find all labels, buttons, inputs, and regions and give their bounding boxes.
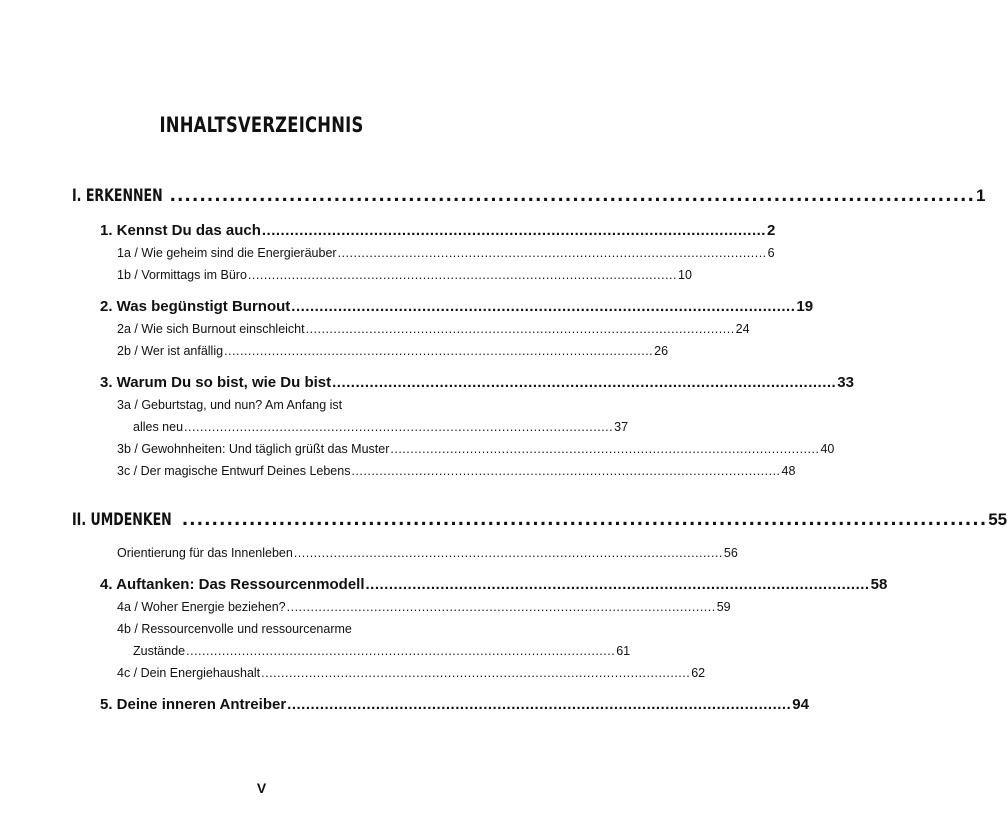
- dot-leader: ............................................................................................................: [247, 268, 677, 282]
- dot-leader: ............................................................................................................: [224, 344, 654, 358]
- toc-entry-page: 58: [870, 576, 888, 593]
- toc-section-1b: [117, 268, 692, 282]
- toc-entry-title: Zustände: [133, 644, 186, 658]
- toc-chapter-1: [100, 222, 776, 239]
- toc-chapter-5: [100, 696, 809, 713]
- toc-chapter-4: [100, 576, 888, 593]
- toc-entry-page: 55: [988, 510, 1007, 529]
- toc-entry-page: 56: [723, 546, 738, 560]
- toc-entry-title: 4c / Dein Energiehaushalt: [117, 666, 261, 680]
- dot-leader: ............................................................................................................: [293, 546, 723, 560]
- toc-entry-title: 2. Was begünstigt Burnout: [100, 298, 291, 315]
- dot-leader: ............................................................................................................: [261, 222, 766, 239]
- toc-section-4a: [117, 600, 731, 614]
- toc-section-4b: [133, 644, 631, 658]
- toc-section-4c: [117, 666, 706, 680]
- toc-entry-title: 3. Warum Du so bist, wie Du bist: [100, 374, 332, 391]
- toc-entry-title: 5. Deine inneren Antreiber: [100, 696, 287, 713]
- toc-section-3b: [117, 442, 835, 456]
- toc-entry-page: 24: [735, 322, 750, 336]
- toc-entry-title: 4. Auftanken: Das Ressourcenmodell: [100, 576, 365, 593]
- dot-leader: ............................................................................................................: [291, 298, 796, 315]
- dot-leader: ............................................................................................................: [181, 510, 988, 530]
- toc-entry-title: alles neu: [133, 420, 184, 434]
- toc-entry-title: 4a / Woher Energie beziehen?: [117, 600, 286, 614]
- toc-entry-page: 48: [781, 464, 796, 478]
- toc-entry-page: 10: [678, 268, 692, 282]
- toc-chapter-2: [100, 298, 814, 315]
- toc-entry-title: 3c / Der magische Entwurf Deines Lebens: [117, 464, 351, 478]
- dot-leader: ............................................................................................................: [390, 442, 820, 456]
- toc-entry-page: 6: [767, 246, 775, 260]
- toc-section-3a-line1: 3a / Geburtstag, und nun? Am Anfang ist: [117, 398, 343, 412]
- toc-entry-title: 2b / Wer ist anfällig: [117, 344, 224, 358]
- dot-leader: ............................................................................................................: [305, 322, 735, 336]
- dot-leader: ............................................................................................................: [169, 186, 975, 206]
- toc-entry-page: 61: [616, 644, 631, 658]
- toc-entry-title: I. ERKENNEN: [72, 186, 163, 206]
- toc-entry-page: 59: [716, 600, 731, 614]
- dot-leader: ............................................................................................................: [351, 464, 781, 478]
- toc-section-4b-line1: 4b / Ressourcenvolle und ressourcenarme: [117, 622, 352, 636]
- page-title: INHALTSVERZEICHNIS: [159, 113, 364, 137]
- dot-leader: ............................................................................................................: [261, 666, 691, 680]
- toc-entry-title: 2a / Wie sich Burnout einschleicht: [117, 322, 305, 336]
- toc-entry-page: 94: [792, 696, 809, 713]
- toc-section-2a: [117, 322, 750, 336]
- dot-leader: ............................................................................................................: [337, 246, 767, 260]
- toc-entry-title: 1. Kennst Du das auch: [100, 222, 261, 239]
- toc-entry-page: 2: [766, 222, 776, 239]
- toc-entry-title: 1b / Vormittags im Büro: [117, 268, 247, 282]
- toc-entry-page: 26: [654, 344, 669, 358]
- toc-entry-page: 33: [837, 374, 854, 391]
- toc-entry-page: 62: [691, 666, 706, 680]
- toc-section-1a: [117, 246, 775, 260]
- toc-entry-page: 1: [975, 186, 986, 205]
- toc-entry-page: 19: [796, 298, 814, 315]
- toc-section-2b: [117, 344, 669, 358]
- dot-leader: ............................................................................................................: [287, 696, 792, 713]
- toc-part-erkennen: [72, 186, 986, 206]
- dot-leader: ............................................................................................................: [286, 600, 716, 614]
- toc-section-3c: [117, 464, 796, 478]
- toc-entry-title: 1a / Wie geheim sind die Energieräuber: [117, 246, 337, 260]
- toc-entry-page: 40: [820, 442, 835, 456]
- toc-entry-title: 3b / Gewohnheiten: Und täglich grüßt das Muster: [117, 442, 390, 456]
- dot-leader: ............................................................................................................: [184, 420, 614, 434]
- toc-entry-title: Orientierung für das Innenleben: [117, 546, 293, 560]
- toc-entry-page: 37: [614, 420, 629, 434]
- dot-leader: ............................................................................................................: [186, 644, 616, 658]
- toc-chapter-3: [100, 374, 854, 391]
- dot-leader: ............................................................................................................: [332, 374, 837, 391]
- dot-leader: ............................................................................................................: [365, 576, 870, 593]
- toc-section-orientierung: [117, 546, 738, 560]
- toc-entry-title: II. UMDENKEN: [72, 510, 172, 530]
- toc-part-umdenken: [72, 510, 1007, 530]
- page-folio: V: [256, 780, 267, 796]
- toc-section-3a: [133, 420, 629, 434]
